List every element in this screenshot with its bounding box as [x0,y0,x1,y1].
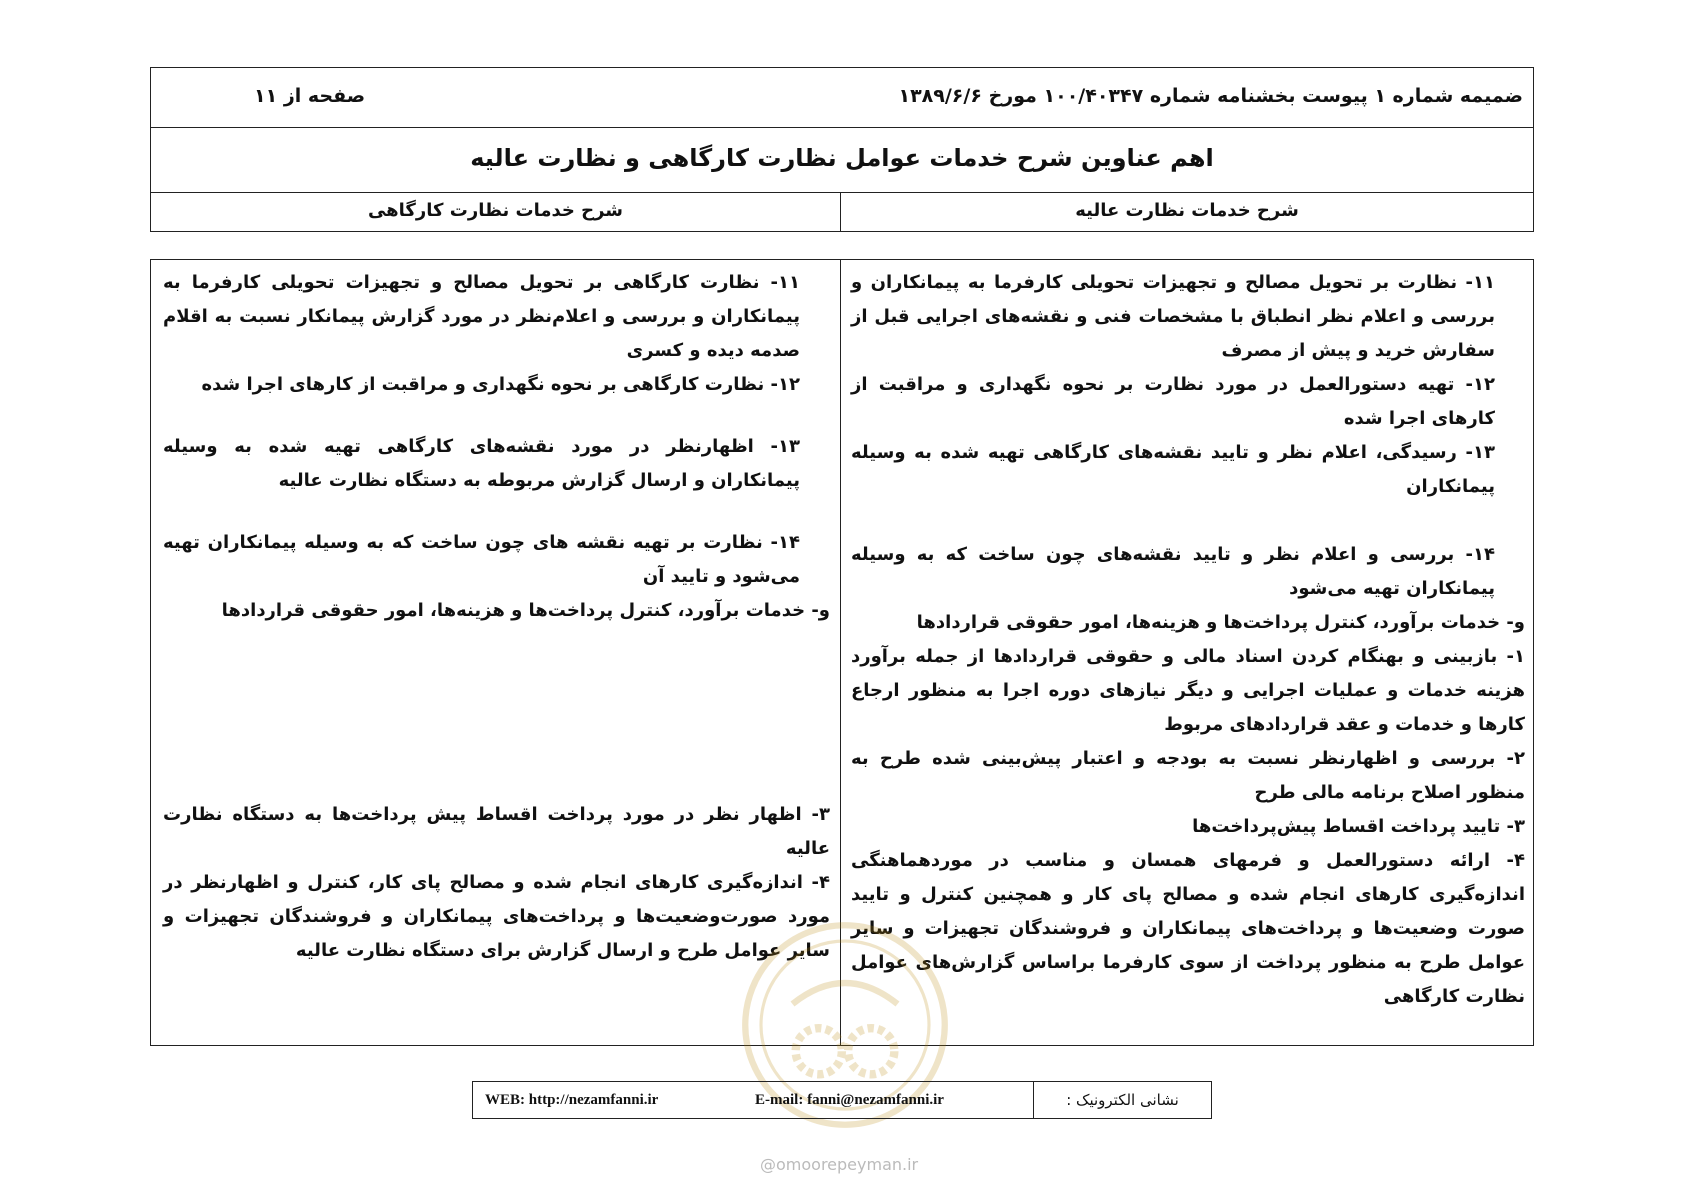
list-item: ۱۲- تهیه دستورالعمل در مورد نظارت بر نحوه نگهداری و مراقبت از کارهای اجرا شده [851,374,1495,429]
list-item: ۳- اظهار نظر در مورد پرداخت اقساط پیش پرداخت‌ها به دستگاه نظارت عالیه [163,804,830,859]
website-link[interactable]: WEB: http://nezamfanni.ir [485,1092,659,1108]
list-item: ۱۱- نظارت کارگاهی بر تحویل مصالح و تجهیزات تحویلی کارفرما به پیمانکاران و بررسی و اعلام‌نظر در مورد گزارش پیمانکار نسبت به اقلام صدمه دیده و کسری [163,272,800,361]
section-heading: و- خدمات برآورد، کنترل پرداخت‌ها و هزینه‌ها، امور حقوقی قراردادها [916,612,1525,633]
annex-title: ضمیمه شماره ۱ پیوست بخشنامه شماره ۱۰۰/۴۰۳۴۷ مورخ ۱۳۸۹/۶/۶ [898,85,1523,107]
column-header-high-supervision: شرح خدمات نظارت عالیه [1075,200,1299,221]
list-item: ۱۲- نظارت کارگاهی بر نحوه نگهداری و مراقبت از کارهای اجرا شده [201,374,800,395]
email-link[interactable]: E-mail: fanni@nezamfanni.ir [755,1092,944,1108]
header-table [150,67,1534,232]
contact-label: نشانی الکترونیک : [1033,1082,1211,1118]
footer-contact [472,1081,1212,1119]
list-item: ۱۳- اظهارنظر در مورد نقشه‌های کارگاهی تهیه شده به وسیله پیمانکاران و ارسال گزارش مربوطه به دستگاه نظارت عالیه [163,436,800,491]
list-item: ۳- تایید پرداخت اقساط پیش‌پرداخت‌ها [1192,816,1525,837]
list-item: ۴- ارائه دستورالعمل و فرمهای همسان و مناسب در موردهماهنگی اندازه‌گیری کارهای انجام شده و مصالح پای کار و همچنین کنترل و تایید صورت وضعیت‌ها و پرداخت‌های پیمانکاران و فروشندگان تجهیزات و سایر عوامل طرح به منظور پرداخت از سوی کارفرما براساس گزارش‌های عوامل نظارت کارگاهی [851,850,1525,1007]
section-heading: و- خدمات برآورد، کنترل پرداخت‌ها و هزینه‌ها، امور حقوقی قراردادها [221,600,830,621]
header-row-annex [151,68,1533,128]
column-site-supervision [151,260,841,1045]
list-item: ۱۱- نظارت بر تحویل مصالح و تجهیزات تحویلی کارفرما به پیمانکاران و بررسی و اعلام نظر انطباق با مشخصات فنی و نقشه‌های اجرایی قبل از سفارش خرید و پیش از مصرف [851,272,1495,361]
watermark: @omoorepeyman.ir [760,1155,919,1174]
list-item: ۱۴- نظارت بر تهیه نقشه های چون ساخت که به وسیله پیمانکاران تهیه می‌شود و تایید آن [163,532,800,587]
list-item: ۱۴- بررسی و اعلام نظر و تایید نقشه‌های چون ساخت که به وسیله پیمانکاران تهیه می‌شود [851,544,1495,599]
list-item: ۴- اندازه‌گیری کارهای انجام شده و مصالح پای کار، کنترل و اظهارنظر در مورد صورت‌وضعیت‌ها و پرداخت‌های پیمانکاران و فروشندگان تجهیزات و سایر عوامل طرح و ارسال گزارش برای دستگاه نظارت عالیه [163,872,830,961]
list-item: ۱۳- رسیدگی، اعلام نظر و تایید نقشه‌های کارگاهی تهیه شده به وسیله پیمانکاران [851,442,1495,497]
list-item: ۲- بررسی و اظهارنظر نسبت به بودجه و اعتبار پیش‌بینی شده طرح به منظور اصلاح برنامه مالی طرح [851,748,1525,803]
header-row-columns [151,193,1533,231]
column-header-site-supervision: شرح خدمات نظارت کارگاهی [151,193,841,231]
list-item: ۱- بازبینی و بهنگام کردن اسناد مالی و حقوقی قراردادها از جمله برآورد هزینه خدمات و عملیات اجرایی و دیگر نیازهای دوره اجرا به منظور ارجاع کارها و خدمات و عقد قراردادهای مربوط [851,646,1525,735]
page-title: اهم عناوین شرح خدمات عوامل نظارت کارگاهی و نظارت عالیه [470,144,1214,172]
header-row-title [151,128,1533,193]
page-number: صفحه از ۱۱ [254,85,366,107]
